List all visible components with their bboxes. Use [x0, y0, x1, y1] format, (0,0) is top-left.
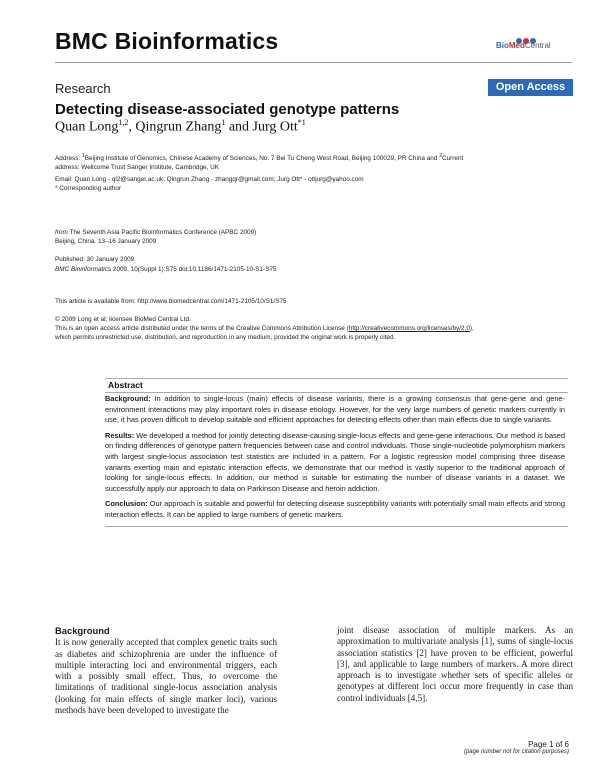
- article-type: Research: [55, 81, 111, 96]
- abstract-conclusion-text: Our approach is suitable and powerful for detecting disease susceptibility variants with potentially small main effects and strong interaction effects. It can be applied to large numbers of genetic markers.: [105, 499, 565, 519]
- logo-med: Med: [508, 41, 525, 50]
- conference-line: [55, 229, 256, 237]
- author-affiliation: 1: [221, 118, 226, 127]
- address-text: Beijing Institute of Genomics, Chinese Academy of Sciences, No. 7 Bei Tu Cheng West Road, Beijing 100029, PR China and: [84, 155, 440, 163]
- article-title: Detecting disease-associated genotype patterns: [55, 101, 400, 118]
- body-right-column: [337, 625, 573, 704]
- abstract-heading: Abstract: [108, 380, 143, 390]
- abstract-results-label: Results:: [105, 430, 135, 440]
- author-list: [55, 118, 306, 136]
- license-text: ),: [469, 325, 474, 332]
- corresponding-author: * Corresponding author: [55, 185, 122, 192]
- open-access-badge: Open Access: [488, 79, 573, 96]
- article-url: This article is available from: http://www.biomedcentral.com/1471-2105/10/S1/S75: [55, 298, 287, 305]
- author-name: , Qingrun Zhang: [128, 119, 222, 135]
- page-note: (page number not for citation purposes): [463, 749, 569, 755]
- logo-mark-icon: [516, 31, 542, 39]
- conference-location: Beijing, China. 13–16 January 2009: [55, 238, 157, 245]
- journal-title: BMC Bioinformatics: [55, 28, 279, 54]
- author-name: Quan Long: [55, 119, 119, 135]
- address-text: Current: [441, 155, 464, 163]
- abstract-background-text: In addition to single-locus (main) effects of disease variants, there is a growing consensus that gene-gene and gene-environment interactions may play important roles in disease etiology. However, for the very large numbers of genetic markers currently in use, it has proven difficult to develop suitable and efficient approaches for detecting effects other than main effects due to single variants.: [105, 394, 565, 425]
- logo-central: Central: [524, 41, 551, 50]
- abstract-top-rule: [105, 378, 568, 379]
- copyright-line: © 2009 Long et al; licensee BioMed Central Ltd.: [55, 316, 191, 323]
- abstract-heading-rule: [105, 392, 568, 393]
- license-link[interactable]: http://creativecommons.org/licenses/by/2.0: [348, 325, 470, 332]
- from-label: from: [55, 229, 68, 236]
- citation-journal: BMC Bioinformatics: [55, 266, 112, 273]
- abstract-results: [105, 431, 565, 495]
- abstract-bottom-rule: [105, 526, 568, 527]
- header-rule: [55, 62, 572, 63]
- abstract-background: [105, 394, 565, 426]
- abstract-conclusion-label: Conclusion:: [105, 499, 148, 509]
- license-line-2: which permits unrestricted use, distribution, and reproduction in any medium, provided the original work is properly cited.: [55, 334, 396, 341]
- address-sup: 2: [439, 153, 442, 159]
- license-text: This is an open access article distributed under the terms of the Creative Commons Attribution License (: [55, 325, 349, 332]
- address-label: Address:: [55, 155, 82, 163]
- license-line: [55, 325, 575, 333]
- page-number: Page 1 of 6: [528, 740, 569, 749]
- citation-text: 2009, 10(Suppl 1):S75 doi:10.1186/1471-2105-10-S1-S75: [111, 266, 277, 273]
- abstract-conclusion: [105, 499, 565, 520]
- abstract-background-label: Background:: [105, 394, 151, 403]
- body-left-column: [55, 625, 277, 716]
- logo-bio: Bio: [496, 41, 509, 50]
- author-name: and Jurg Ott: [225, 119, 298, 135]
- email-line: Email: Quan Long - ql2@sanger.ac.uk; Qingrun Zhang - zhangqr@gmail.com; Jurg Ott* - ottjurg@yahoo.com: [55, 176, 364, 183]
- published-date: Published: 30 January 2009: [55, 256, 135, 263]
- abstract-box: [105, 378, 565, 527]
- author-affiliation: 1,2: [118, 118, 129, 127]
- address-sup: 1: [82, 153, 85, 159]
- biomed-central-logo: [496, 31, 568, 55]
- affiliations: [55, 152, 575, 172]
- citation-line: [55, 266, 277, 274]
- body-paragraph: joint disease association of multiple markers. As an approximation to multivariate analysis [1], sums of single-locus association statistics [2] have proven to be efficient, powerful [3], and applicable to large numbers of markers. A more direct approach is to investigate whether sets of specific alleles or genotypes at different loci occur more frequently in case than control individuals [4,5].: [337, 625, 573, 703]
- body-paragraph: It is now generally accepted that complex genetic traits such as diabetes and schizophrenia are under the influence of multiple interacting loci and environmental triggers, each with a possibly small effect. Thus, to overcome the limitations of traditional single-locus association analysis (looking for main effects of single marker loci), various methods have been developed to investigate the: [55, 637, 277, 715]
- page-footer: [464, 740, 569, 755]
- abstract-results-text: We developed a method for jointly detecting disease-causing single-locus effects and gene-gene interactions. Our method is based on finding differences of genotype pattern frequencies between case and control individuals. Those single-nucleotide polymorphism markers with largest single-locus association test statistics are included in a pattern. For a logistic regression model comprising three disease variants exerting main and epistatic interaction effects, we demonstrate that our method is vastly superior to the traditional approach of looking for single-locus effects. In addition, our method is suitable for estimating the number of disease variants in a dataset. We successfully apply our approach to data on Parkinson Disease and heroin addiction.: [105, 430, 565, 493]
- address-line: address: Wellcome Trust Sanger Institute, Cambridge, UK: [55, 163, 219, 171]
- section-heading: Background: [55, 625, 110, 636]
- author-affiliation: *1: [297, 118, 306, 127]
- conference-name: The Seventh Asia Pacific Bioinformatics Conference (APBC 2009): [67, 229, 257, 236]
